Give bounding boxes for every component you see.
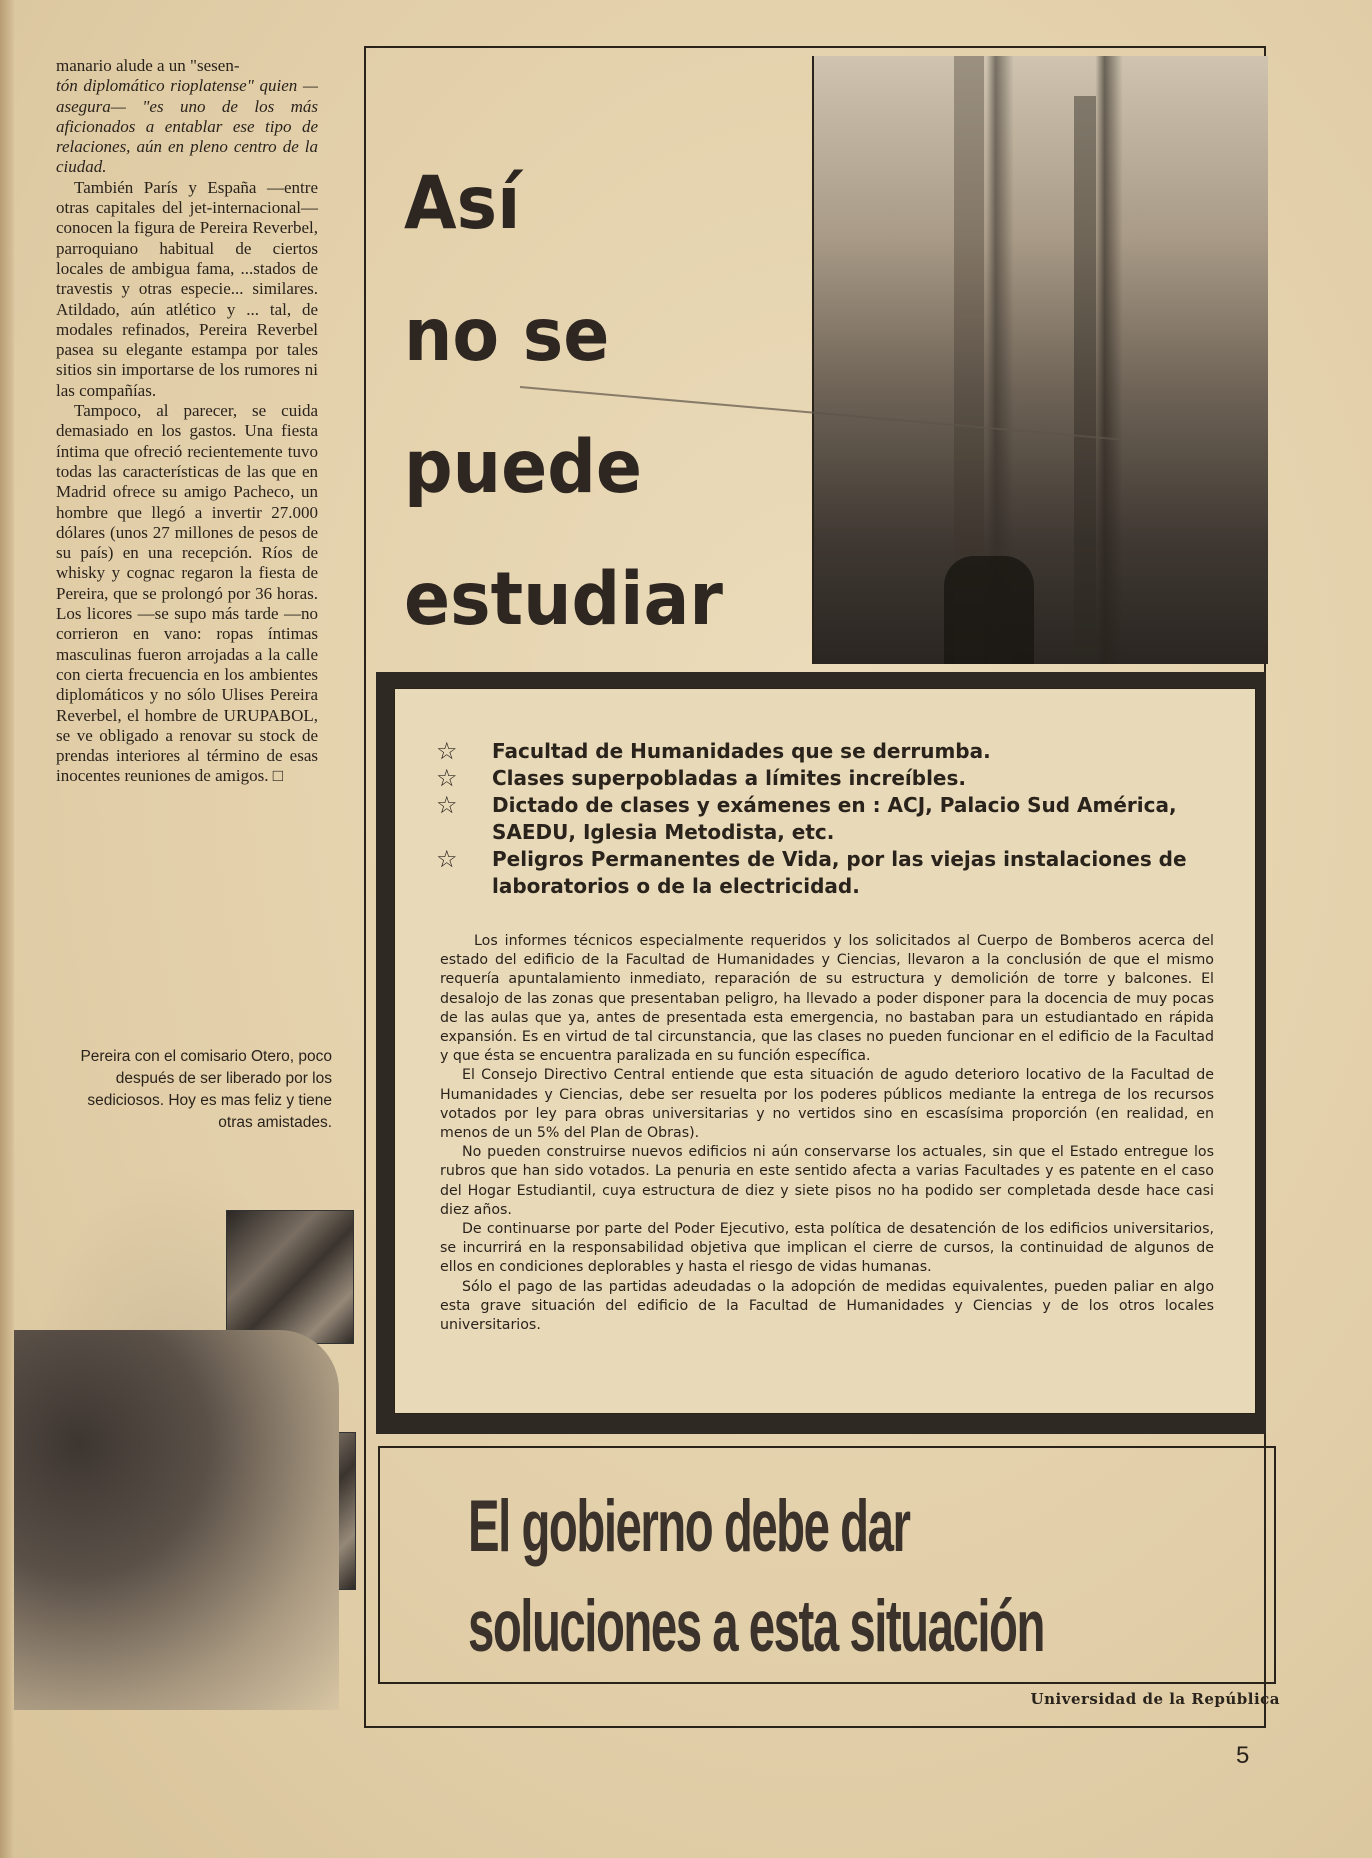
star-icon: ☆ [436, 791, 458, 819]
photo-scaffold-post [1074, 96, 1096, 664]
bottom-headline [468, 1468, 1248, 1668]
portrait-photo [14, 1330, 339, 1710]
article-title [404, 138, 804, 666]
left-paragraph-4: Tampoco, al parecer, se cuida demasiado en los gastos. Una fiesta íntima que ofreció recientemente tuvo todas las características de las que en Madrid ofrece su amigo Pacheco, un hombre que llegó a invertir 27.000 dólares (unos 27 millones de pesos de su país) en una recepción. Ríos de whisky y cognac regaron la fiesta de Pereira, que se prolongó por 36 horas. Los licores —se supo más tarde —no corrieron en vano: ropas íntimas masculinas fueron arrojadas a la calle con cierta frecuencia en los ambientes diplomáticos y no sólo Ulises Pereira Reverbel, el hombre de URUPABOL, se ve obligado a renovar su stock de prendas interiores al término de esas inocentes reuniones de amigos. □ [56, 401, 318, 786]
headline-line-2: soluciones a esta situación [468, 1584, 1044, 1667]
title-line-3: puede [404, 424, 642, 511]
left-paragraph-2: tón diplomático rioplatense" quien —asegura— "es uno de los más aficionados a entablar ese tipo de relaciones, aún en pleno centro de la ciudad. [56, 76, 318, 177]
title-line-4: estudiar [404, 556, 723, 643]
body-paragraph-5: Sólo el pago de las partidas adeudadas o la adopción de medidas equivalentes, pueden paliar en algo esta grave situación del edificio de la Facultad de Humanidades y Ciencias y de los otros locales universitarios. [440, 1278, 1214, 1334]
star-icon: ☆ [436, 737, 458, 765]
left-column-article [56, 56, 318, 787]
star-icon: ☆ [436, 764, 458, 792]
small-photo-top [226, 1210, 354, 1344]
title-line-1: Así [404, 160, 521, 247]
left-paragraph-1: manario alude a un "sesen- [56, 56, 240, 75]
bullet-text: Dictado de clases y exámenes en : ACJ, Palacio Sud América, SAEDU, Iglesia Metodista, etc. [492, 793, 1177, 844]
facts-body-text [440, 932, 1214, 1335]
building-interior-photo [812, 56, 1268, 664]
bullet-list [436, 738, 1236, 900]
credit-line: Universidad de la República [1030, 1690, 1280, 1708]
headline-line-1: El gobierno debe dar [468, 1484, 910, 1567]
photo-caption: Pereira con el comisario Otero, poco después de ser liberado por los sediciosos. Hoy es mas feliz y tiene otras amistades. [80, 1048, 332, 1131]
star-icon: ☆ [436, 845, 458, 873]
body-paragraph-2: El Consejo Directivo Central entiende que esta situación de agudo deterioro locativo de la Facultad de Humanidades y Ciencias, debe ser resuelta por los poderes públicos mediante la entrega de los recursos votados por ley para obras universitarias y no vertidos sino en escasísima proporción (en realidad, en menos de un 5% del Plan de Obras). [440, 1067, 1214, 1142]
bullet-item [436, 738, 1236, 765]
bullet-text: Clases superpobladas a límites increíbles. [492, 766, 966, 790]
body-paragraph-3: No pueden construirse nuevos edificios ni aún conservarse los actuales, sin que el Estado entregue los rubros que han sido votados. La penuria en este sentido afecta a varias Facultades y es patente en el caso del Hogar Estudiantil, cuya estructura de diez y siete pisos no ha podido ser completada desde hace casi diez años. [440, 1144, 1214, 1218]
body-paragraph-1: Los informes técnicos especialmente requeridos y los solicitados al Cuerpo de Bomberos acerca del estado del edificio de la Facultad de Humanidades y Ciencias, llevaron a la conclusión de que el mismo requería apuntalamiento inmediato, reparación de su estructura y demolición de torre y balcones. El desalojo de las zonas que presentaban peligro, ha llevado a poder disponer para la docencia de muy pocas de las aulas que ya, antes de presentada esta emergencia, no bastaban para un estudiantado en rápida expansión. Es en virtud de tal circunstancia, que las clases no pueden funcionar en el edificio de la Facultad y que ésta se encuentra paralizada en su función específica. [440, 933, 1214, 1065]
bullet-item [436, 792, 1236, 846]
bullet-item [436, 846, 1236, 900]
title-line-2: no se [404, 292, 610, 379]
bullet-text: Facultad de Humanidades que se derrumba. [492, 739, 991, 763]
page-number: 5 [1236, 1742, 1250, 1769]
bullet-text: Peligros Permanentes de Vida, por las viejas instalaciones de laboratorios o de la electricidad. [492, 847, 1187, 898]
body-paragraph-4: De continuarse por parte del Poder Ejecutivo, esta política de desatención de los edificios universitarios, se incurrirá en la responsabilidad objetiva que implican el cierre de cursos, la continuidad de algunos de ellos en condiciones deplorables y hasta el riesgo de vidas humanas. [440, 1221, 1214, 1276]
photo-students [944, 556, 1034, 664]
bullet-item [436, 765, 1236, 792]
left-paragraph-3: También París y España —entre otras capitales del jet-internacional— conocen la figura de Pereira Reverbel, parroquiano habitual de ciertos locales de ambigua fama, ...stados de travestis y otras especie... similares. Atildado, aún atlético y ... tal, de modales refinados, Pereira Reverbel pasea su elegante estampa por tales sitios sin importarse de los rumores ni las compañías. [56, 177, 318, 400]
